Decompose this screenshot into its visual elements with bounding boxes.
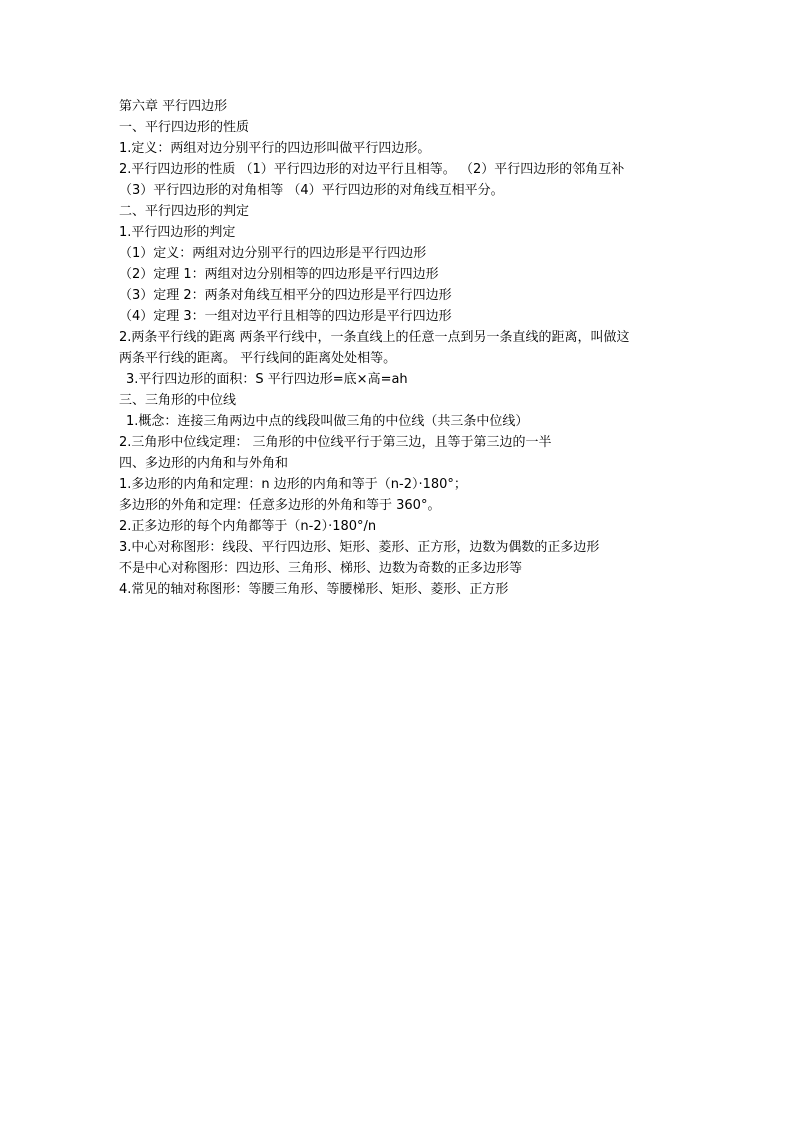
section-heading-4: 四、多边形的内角和与外角和	[119, 456, 289, 471]
text-line: 2.正多边形的每个内角都等于（n-2）·180°/n	[119, 519, 377, 534]
text-line: 2.平行四边形的性质 （1）平行四边形的对边平行且相等。 （2）平行四边形的邻角互补	[119, 162, 625, 177]
section-heading-3: 三、三角形的中位线	[119, 393, 237, 408]
text-line: 1.多边形的内角和定理：n 边形的内角和等于（n-2）·180°；	[119, 477, 467, 492]
text-line: 3.中心对称图形：线段、平行四边形、矩形、菱形、正方形，边数为偶数的正多边形	[119, 540, 600, 555]
text-line: （3）平行四边形的对角相等 （4）平行四边形的对角线互相平分。	[119, 183, 504, 198]
text-line: （4）定理 3：一组对边平行且相等的四边形是平行四边形	[119, 309, 452, 324]
text-line: （2）定理 1：两组对边分别相等的四边形是平行四边形	[119, 267, 439, 282]
text-line: 1.概念：连接三角两边中点的线段叫做三角的中位线（共三条中位线）	[126, 414, 529, 429]
section-heading-1: 一、平行四边形的性质	[119, 120, 250, 135]
text-line: 1.定义：两组对边分别平行的四边形叫做平行四边形。	[119, 141, 431, 156]
document-body	[119, 96, 689, 600]
text-line: 不是中心对称图形：四边形、三角形、梯形、边数为奇数的正多边形等	[119, 561, 523, 576]
text-line: （3）定理 2：两条对角线互相平分的四边形是平行四边形	[119, 288, 452, 303]
text-line: 2.两条平行线的距离 两条平行线中，一条直线上的任意一点到另一条直线的距离，叫做这	[119, 330, 630, 345]
chapter-title: 第六章 平行四边形	[119, 99, 228, 114]
text-line: 3.平行四边形的面积：S 平行四边形=底×高=ah	[126, 372, 408, 387]
text-line: 多边形的外角和定理：任意多边形的外角和等于 360°。	[119, 498, 441, 513]
text-line: 2.三角形中位线定理： 三角形的中位线平行于第三边，且等于第三边的一半	[119, 435, 552, 450]
text-line: （1）定义：两组对边分别平行的四边形是平行四边形	[119, 246, 427, 261]
text-line: 4.常见的轴对称图形：等腰三角形、等腰梯形、矩形、菱形、正方形	[119, 582, 509, 597]
text-line: 1.平行四边形的判定	[119, 225, 236, 240]
text-line: 两条平行线的距离。 平行线间的距离处处相等。	[119, 351, 397, 366]
section-heading-2: 二、平行四边形的判定	[119, 204, 250, 219]
